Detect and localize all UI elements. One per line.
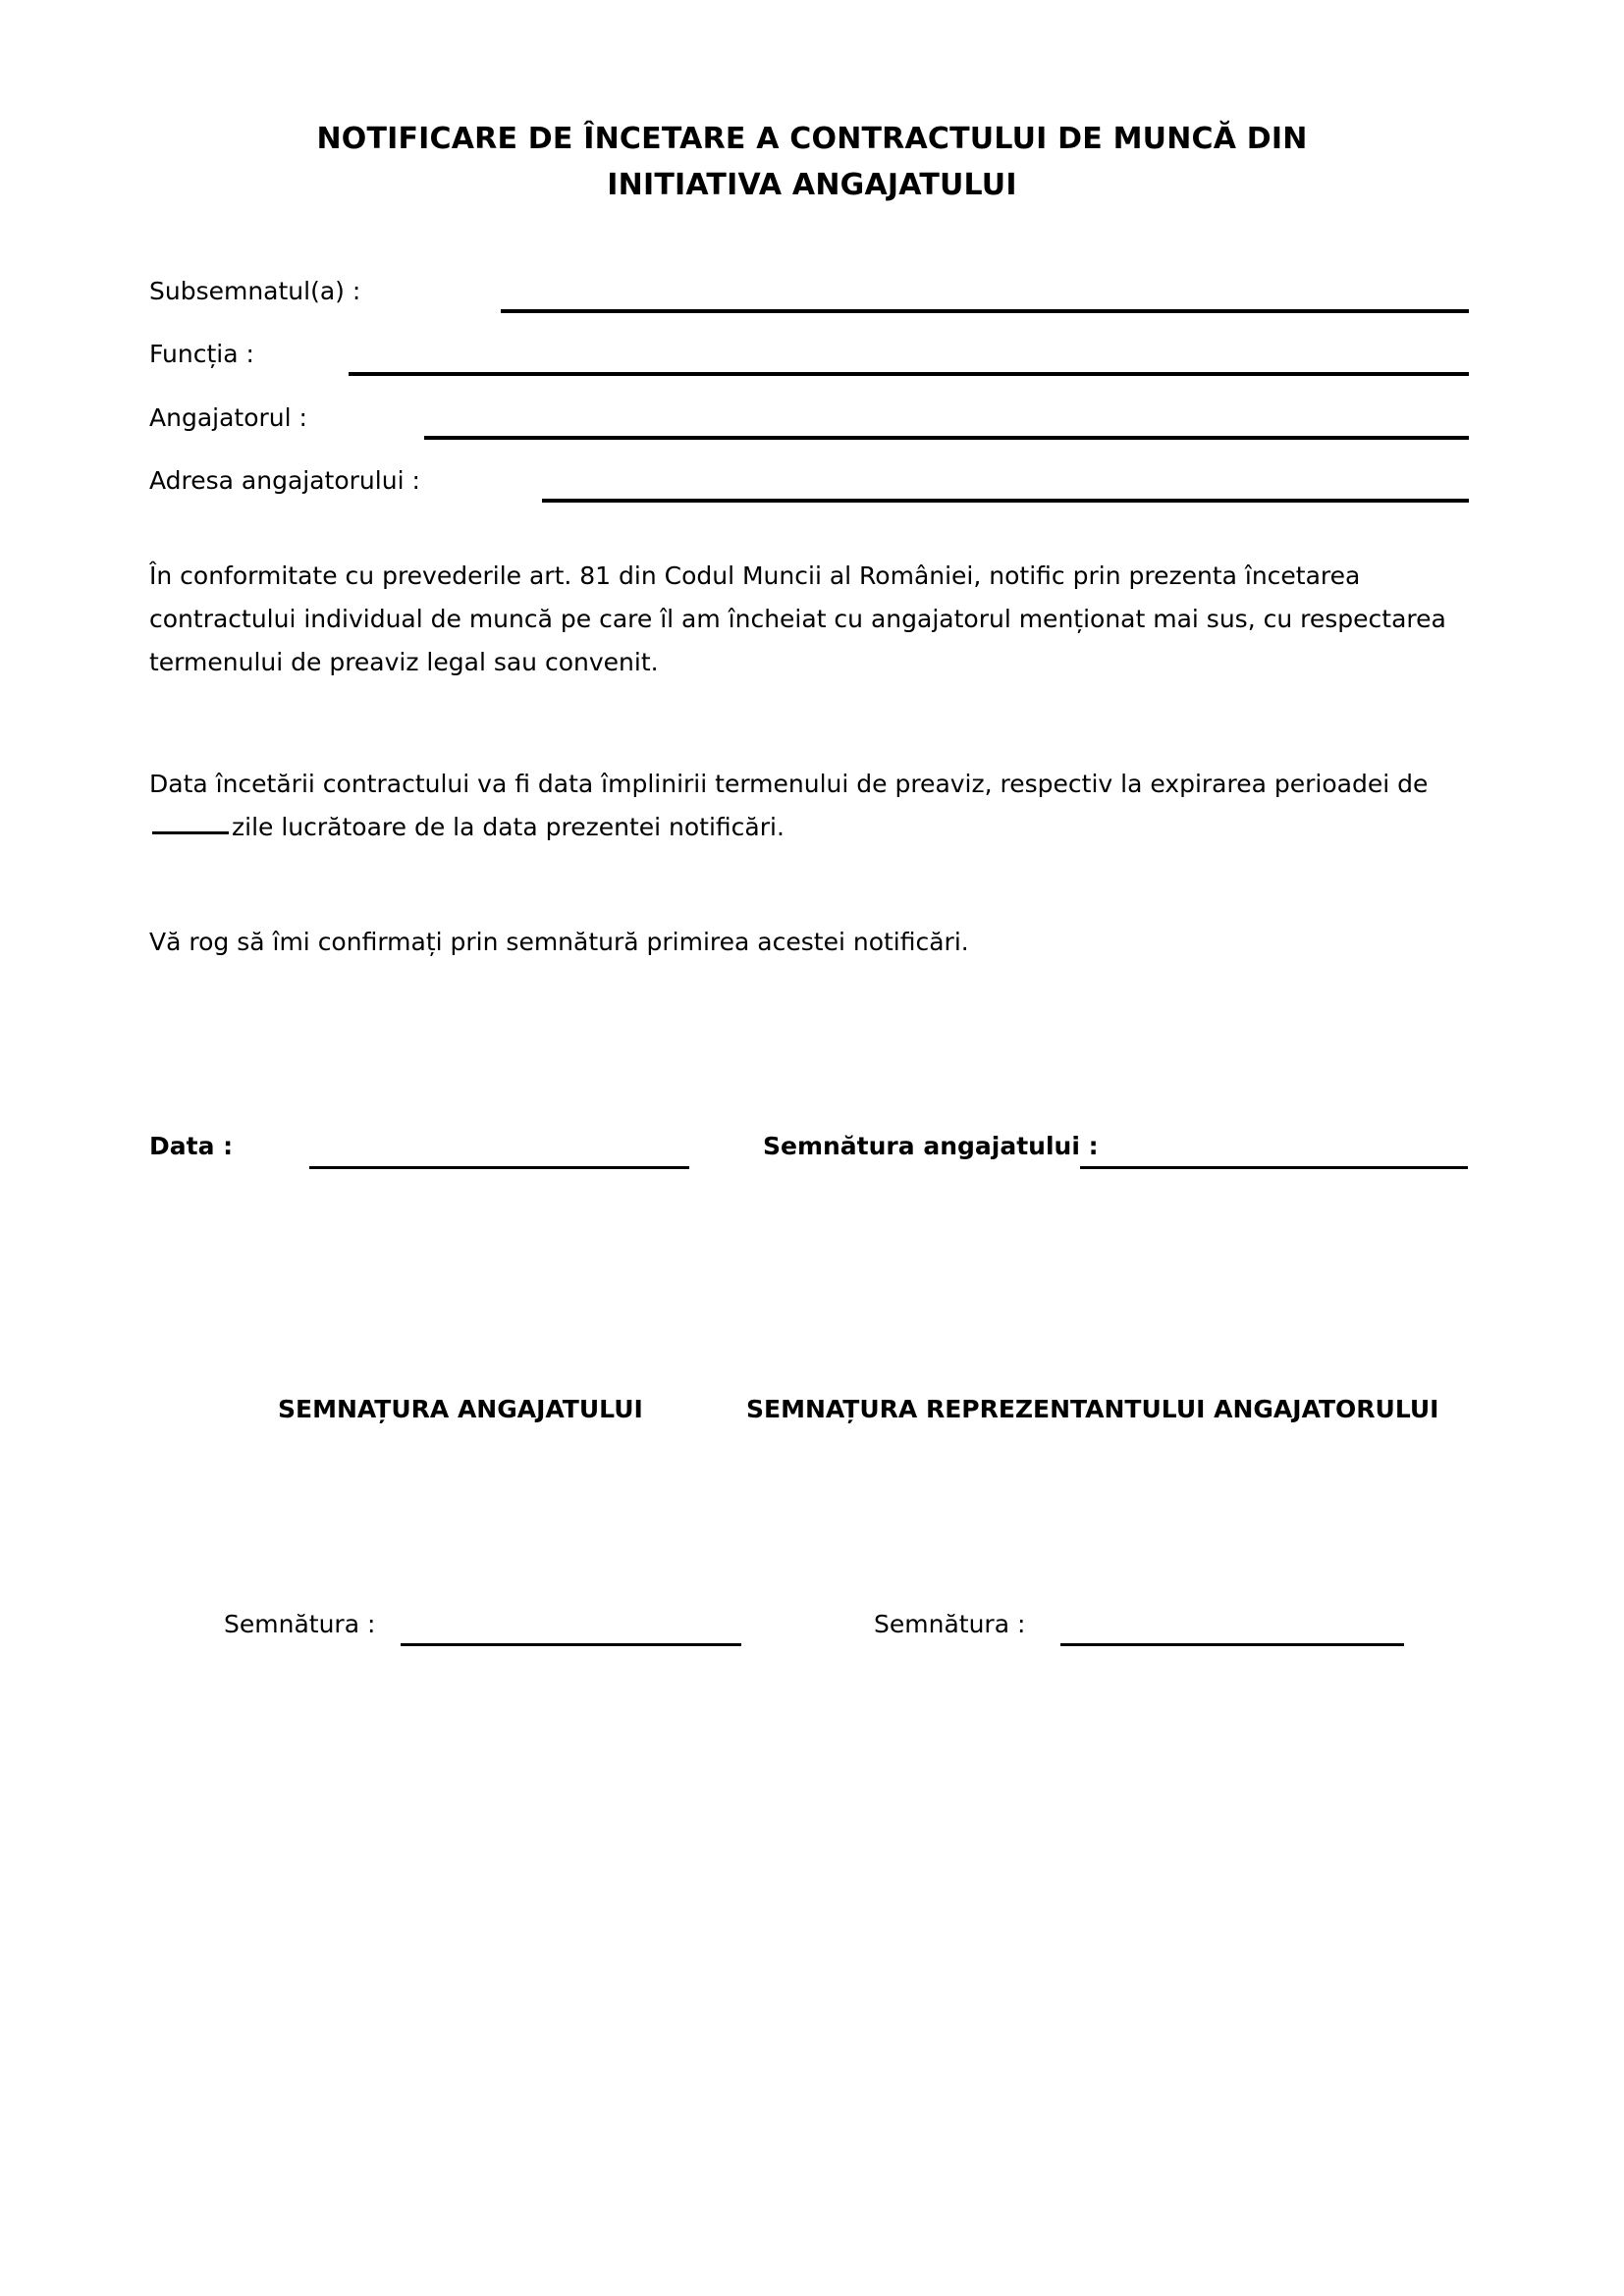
field-label-angajatorul: Angajatorul : [149, 403, 307, 432]
date-and-signature-row [149, 1129, 1475, 1188]
date-label: Data : [149, 1132, 234, 1160]
field-row-adresa-angajatorului [149, 464, 1624, 509]
field-label-functia: Funcția : [149, 340, 254, 368]
bottom-signature-employer-label: Semnătura : [874, 1610, 1026, 1638]
field-input-subsemnatul[interactable] [501, 309, 1469, 313]
title-line-1: NOTIFICARE DE ÎNCETARE A CONTRACTULUI DE MUNCĂ DIN [316, 122, 1308, 156]
employee-signature-label: Semnătura angajatului : [763, 1132, 1099, 1160]
body-paragraph-1: În conformitate cu prevederile art. 81 din Codul Muncii al României, notific prin prezenta încetarea contractului individual de muncă pe care îl am încheiat cu angajatorul menționat mai sus, cu respectarea termenului de preaviz legal sau convenit. [149, 561, 1446, 676]
field-input-angajatorul[interactable] [424, 436, 1469, 440]
title-line-2: INITIATIVA ANGAJATULUI [607, 168, 1017, 202]
field-row-subsemnatul [149, 275, 1624, 320]
notice-period-days-blank[interactable] [152, 831, 229, 834]
signature-heading-employer-representative: SEMNAȚURA REPREZENTANTULUI ANGAJATORULUI [746, 1395, 1439, 1423]
bottom-signature-employer-input[interactable] [1060, 1643, 1404, 1646]
field-label-subsemnatul: Subsemnatul(a) : [149, 277, 361, 305]
bottom-signature-employee-label: Semnătura : [224, 1610, 376, 1638]
field-row-functia [149, 338, 1624, 383]
page-title [150, 116, 1474, 208]
body-paragraph-2 [149, 763, 1465, 849]
field-row-angajatorul [149, 401, 1624, 447]
field-input-adresa-angajatorului[interactable] [542, 499, 1469, 503]
field-label-adresa-angajatorului: Adresa angajatorului : [149, 466, 420, 495]
date-input[interactable] [309, 1166, 689, 1169]
field-input-functia[interactable] [349, 372, 1469, 376]
paragraph-2-text-before-blank: Data încetării contractului va fi data împlinirii termenului de preaviz, respectiv la expirarea perioadei de [149, 770, 1429, 798]
bottom-signature-employee-input[interactable] [401, 1643, 741, 1646]
body-paragraph-3: Vă rog să îmi confirmați prin semnătură primirea acestei notificări. [149, 928, 969, 956]
signature-heading-employee: SEMNAȚURA ANGAJATULUI [278, 1395, 643, 1423]
paragraph-2-text-after-blank: zile lucrătoare de la data prezentei notificări. [232, 813, 785, 841]
employee-signature-input[interactable] [1080, 1166, 1468, 1169]
